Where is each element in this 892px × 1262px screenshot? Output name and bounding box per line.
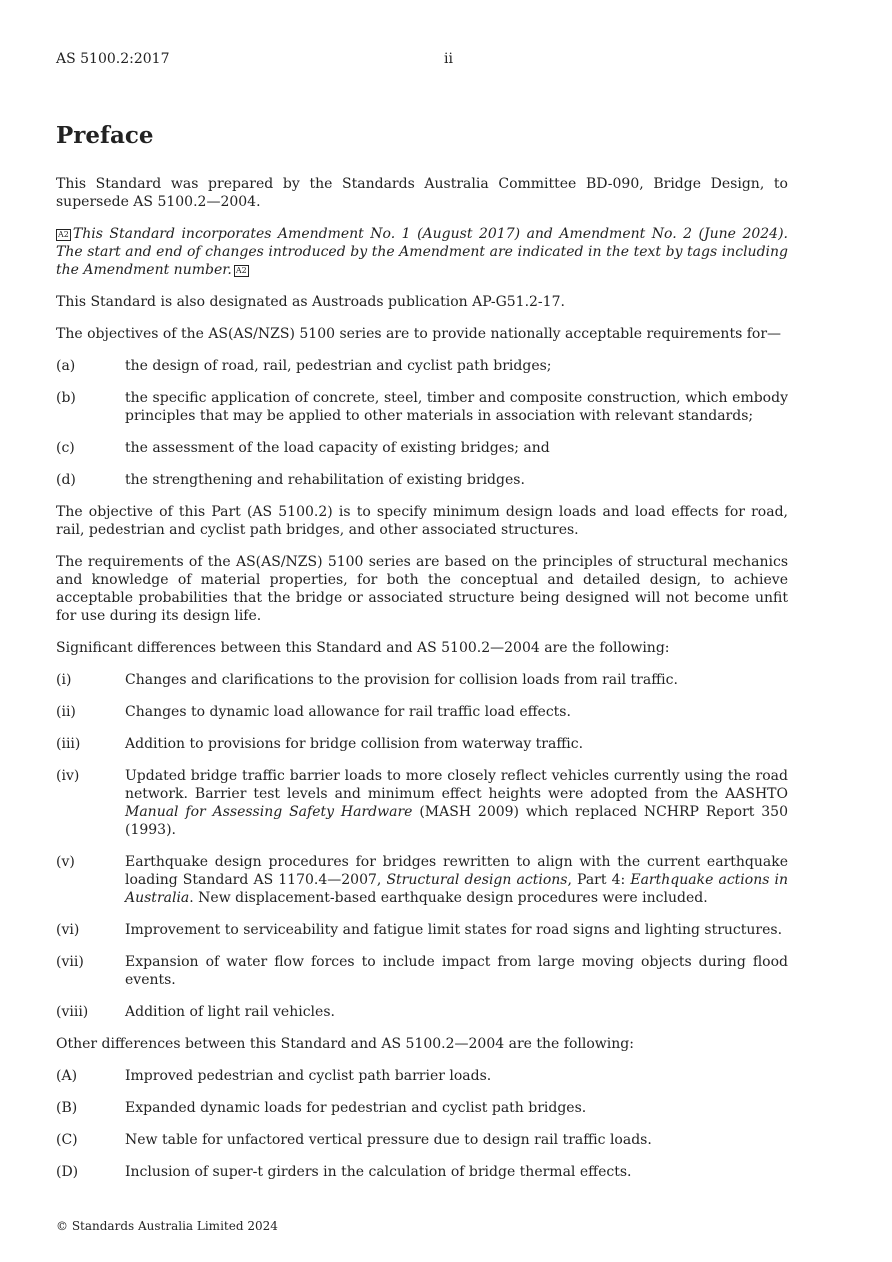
list-item-text: Inclusion of super-t girders in the calculation of bridge thermal effects. <box>125 1164 632 1180</box>
list-item <box>56 921 788 939</box>
list-item <box>56 1003 788 1021</box>
list-item <box>56 1131 788 1149</box>
list-item-text: Changes to dynamic load allowance for rail traffic load effects. <box>125 704 571 720</box>
list-item-label: (D) <box>56 1164 79 1180</box>
significant-differences-intro: Significant differences between this Standard and AS 5100.2—2004 are the following: <box>56 640 670 656</box>
list-item-label: (vi) <box>56 922 80 938</box>
list-item <box>56 853 788 907</box>
part-objective-paragraph: The objective of this Part (AS 5100.2) is to specify minimum design loads and load effects for road, rail, pedestrian and cyclist path bridges, and other associated structures. <box>56 504 788 538</box>
amendment-end-tag-icon: A2 <box>235 266 247 275</box>
publication-title: Structural design actions <box>386 872 568 888</box>
amendment-text: This Standard incorporates Amendment No. 1 (August 2017) and Amendment No. 2 (June 2024). The start and end of changes introduced by the Amendment are indicated in the text by tags including the Amendment number. <box>56 226 788 278</box>
list-item-label: (vii) <box>56 954 84 970</box>
list-item-label: (c) <box>56 440 75 456</box>
publication-title: Earthquake actions in Australia <box>125 872 789 906</box>
list-item-label: (A) <box>56 1068 78 1084</box>
other-differences-list <box>56 1067 788 1181</box>
list-item-text: Improvement to serviceability and fatigue limit states for road signs and lighting structures. <box>125 922 783 938</box>
text-segment: Updated bridge traffic barrier loads to more closely reflect vehicles currently using the road network. Barrier test levels and minimum effect heights were adopted from the AASHTO <box>125 768 788 802</box>
list-item-text: the design of road, rail, pedestrian and cyclist path bridges; <box>125 358 552 374</box>
document-id: AS 5100.2:2017 <box>56 51 170 67</box>
text-segment: Earthquake design procedures for bridges rewritten to align with the current earthquake loading Standard AS 1170.4—2007, <box>125 854 788 888</box>
list-item-text <box>125 767 788 839</box>
list-item-label: (B) <box>56 1100 78 1116</box>
amendment-start-tag-icon: A2 <box>58 230 69 239</box>
list-item-text: the assessment of the load capacity of existing bridges; and <box>125 440 550 456</box>
list-item-label: (ii) <box>56 704 76 720</box>
page-title: Preface <box>56 122 154 149</box>
list-item-text: Expansion of water flow forces to include impact from large moving objects during flood events. <box>125 954 788 988</box>
intro-paragraph: This Standard was prepared by the Standards Australia Committee BD-090, Bridge Design, to supersede AS 5100.2—2004. <box>56 176 788 210</box>
list-item-text: Expanded dynamic loads for pedestrian and cyclist path bridges. <box>125 1100 587 1116</box>
amendment-note <box>56 225 788 279</box>
list-item-label: (C) <box>56 1132 78 1148</box>
list-item-text: Changes and clarifications to the provision for collision loads from rail traffic. <box>125 672 678 688</box>
list-item-label: (a) <box>56 358 76 374</box>
list-item <box>56 953 788 989</box>
list-item-text: Improved pedestrian and cyclist path barrier loads. <box>125 1068 492 1084</box>
list-item-label: (v) <box>56 854 75 870</box>
list-item-label: (i) <box>56 672 72 688</box>
objectives-paragraph: The objectives of the AS(AS/NZS) 5100 series are to provide nationally acceptable requirements for— <box>56 326 782 342</box>
list-item-text: Addition of light rail vehicles. <box>125 1004 335 1020</box>
significant-differences-list <box>56 671 788 1021</box>
publication-title: Manual for Assessing Safety Hardware <box>125 804 413 820</box>
list-item-label: (viii) <box>56 1004 89 1020</box>
list-item <box>56 1163 788 1181</box>
list-item <box>56 357 788 375</box>
list-item-label: (b) <box>56 390 76 406</box>
objectives-list <box>56 357 788 489</box>
text-segment: (MASH 2009) which replaced NCHRP Report 350 (1993). <box>125 804 788 838</box>
list-item <box>56 671 788 689</box>
list-item <box>56 439 788 457</box>
list-item <box>56 1099 788 1117</box>
list-item <box>56 1067 788 1085</box>
list-item <box>56 471 788 489</box>
list-item-label: (d) <box>56 472 76 488</box>
other-differences-intro: Other differences between this Standard and AS 5100.2—2004 are the following: <box>56 1036 634 1052</box>
list-item <box>56 767 788 839</box>
list-item <box>56 735 788 753</box>
list-item-label: (iii) <box>56 736 81 752</box>
preface-body <box>56 175 788 1195</box>
list-item-text: New table for unfactored vertical pressure due to design rail traffic loads. <box>125 1132 652 1148</box>
copyright-footer: © Standards Australia Limited 2024 <box>56 1219 278 1233</box>
austroads-paragraph: This Standard is also designated as Austroads publication AP-G51.2-17. <box>56 294 565 310</box>
requirements-paragraph: The requirements of the AS(AS/NZS) 5100 series are based on the principles of structural mechanics and knowledge of material properties, for both the conceptual and detailed design, to achieve acceptable probabilities that the bridge or associated structure being designed will not become unfit for use during its design life. <box>56 554 788 624</box>
list-item-label: (iv) <box>56 768 80 784</box>
list-item-text: the strengthening and rehabilitation of existing bridges. <box>125 472 525 488</box>
list-item <box>56 389 788 425</box>
list-item-text: Addition to provisions for bridge collision from waterway traffic. <box>125 736 584 752</box>
list-item-text <box>125 853 788 907</box>
page-number: ii <box>444 51 453 67</box>
list-item-text: the specific application of concrete, steel, timber and composite construction, which embody principles that may be applied to other materials in association with relevant standards; <box>125 390 788 424</box>
list-item <box>56 703 788 721</box>
text-segment: , Part 4: <box>567 872 631 888</box>
text-segment: . New displacement-based earthquake design procedures were included. <box>189 890 708 906</box>
